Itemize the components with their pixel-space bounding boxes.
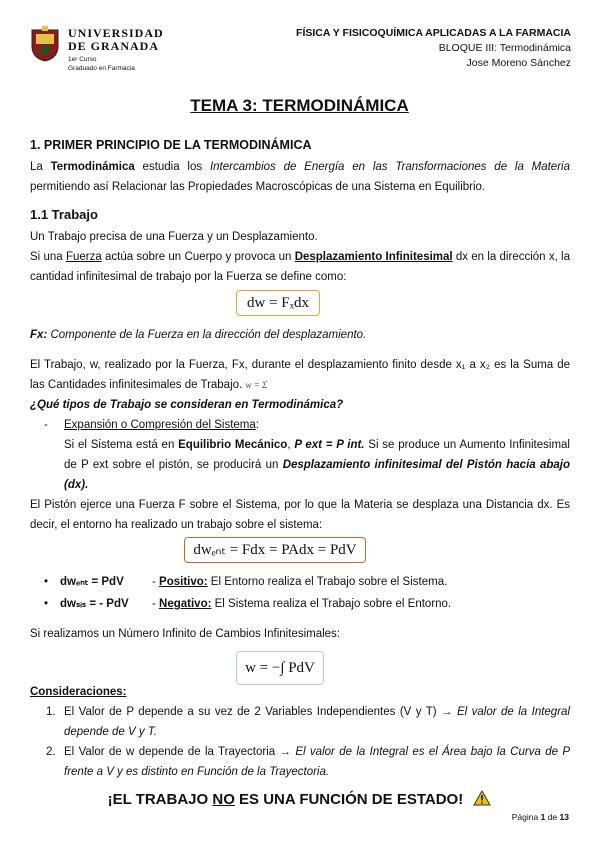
consideration-2-italic: El valor de la Integral es el Área bajo la Curva de P frente a V y es distinto en Función de la Trayectoria. xyxy=(64,746,571,778)
page-footer xyxy=(512,812,569,822)
bullet-negative-text: El Sistema realiza el Trabajo sobre el Entorno. xyxy=(211,598,452,610)
author-label: Jose Moreno Sánchez xyxy=(466,57,571,69)
p2-a: Si una xyxy=(30,251,66,263)
intro-text-c: estudia los xyxy=(134,161,210,173)
p4-c: , xyxy=(287,439,295,451)
p2-e: dx en la dirección x, la cantidad infinitesimal de trabajo por la Fuerza se define como: xyxy=(30,251,570,283)
bullet-positive-sign: - xyxy=(152,576,160,588)
p4-pext: P ext = P int. xyxy=(294,439,365,451)
fx-text: Componente de la Fuerza en la dirección del desplazamiento. xyxy=(47,329,367,341)
consideration-body xyxy=(64,742,570,782)
consideration-body xyxy=(64,702,570,742)
final-text-a: ¡EL TRABAJO xyxy=(107,791,213,808)
section-heading: 1. PRIMER PRINCIPIO DE LA TERMODINÁMICA xyxy=(30,138,312,152)
bullet-dot: • xyxy=(44,598,49,610)
bullet-item-positive xyxy=(44,572,447,592)
intro-italic: Intercambios de Energía en las Transformaciones de la Materia xyxy=(209,161,570,173)
consideration-number: 1. xyxy=(46,706,56,718)
consideration-number: 2. xyxy=(46,746,56,758)
question-line: ¿Qué tipos de Trabajo se consideran en Termodinámica? xyxy=(30,399,344,411)
consideration-2-text: El Valor de w depende de la Trayectoria → xyxy=(64,746,296,758)
dash-list-item xyxy=(44,415,259,435)
equation-work-integral: w = −∫ PdV xyxy=(236,651,324,685)
intro-term: Termodinámica xyxy=(50,161,135,173)
equation-work-environment: dwₑₙₜ = Fdx = PAdx = PdV xyxy=(184,537,366,563)
footer-page-number: 1 xyxy=(540,812,546,822)
bullet-negative-sign: - xyxy=(152,598,160,610)
fx-note xyxy=(30,325,570,345)
degree-label: Graduado en Farmacia xyxy=(68,65,135,72)
course-label: 1er Curso xyxy=(68,56,97,63)
dash-marker: - xyxy=(44,419,48,431)
bullet-positive-text: El Entorno realiza el Trabajo sobre el Sistema. xyxy=(207,576,448,588)
p4-e: Si se produce un Aumento Infinitesimal de P ext sobre el pistón, se producirá un xyxy=(64,439,570,471)
p4-desplazamiento: Desplazamiento infinitesimal del Pistón hacia abajo (dx). xyxy=(64,459,570,491)
intro-text-a: La xyxy=(30,161,51,173)
bullet-negative-tag: Negativo: xyxy=(159,598,212,610)
intro-paragraph xyxy=(30,157,570,197)
fx-label: Fx: xyxy=(30,329,48,341)
consideration-1-italic: El valor de la Integral depende de V y T. xyxy=(64,706,570,738)
university-line2: DE GRANADA xyxy=(68,39,159,53)
intro-text-e: permitiendo así Relacionar las Propiedades Macroscópicas de una Sistema en Equilibrio. xyxy=(30,181,486,193)
p2-fuerza: Fuerza xyxy=(65,251,102,263)
p2-desplazamiento: Desplazamiento Infinitesimal xyxy=(294,251,453,263)
paragraph-6: Si realizamos un Número Infinito de Cambios Infinitesimales: xyxy=(30,628,340,640)
block-label: BLOQUE III: Termodinámica xyxy=(438,42,571,54)
bullet-dot: • xyxy=(44,576,49,588)
dash-colon: : xyxy=(255,419,259,431)
paragraph-3 xyxy=(30,355,570,395)
paragraph-1: Un Trabajo precisa de una Fuerza y un Desplazamiento. xyxy=(30,231,318,243)
consideration-item-2 xyxy=(46,742,570,782)
consideration-1-text: El Valor de P depende a su vez de 2 Variables Independientes (V y T) → xyxy=(64,706,457,718)
subsection-heading: 1.1 Trabajo xyxy=(30,207,98,222)
p3-text: El Trabajo, w, realizado por la Fuerza, Fx, durante el desplazamiento finito desde x₁ a x₂ es la Suma de las Cantidades infinitesimales de Trabajo. xyxy=(30,359,570,391)
paragraph-4 xyxy=(64,435,570,495)
final-no: NO xyxy=(212,791,235,808)
considerations-title: Consideraciones: xyxy=(30,686,127,698)
equation-work-force: dw = Fₓdx xyxy=(236,290,320,316)
course-info xyxy=(68,55,135,73)
p4-a: Si el Sistema está en xyxy=(64,439,179,451)
warning-icon xyxy=(473,790,491,806)
paragraph-5: El Pistón ejerce una Fuerza F sobre el Sistema, por lo que la Materia se desplaza una Distancia dx. Es decir, el entorno ha realizado un trabajo sobre el sistema: xyxy=(30,499,570,531)
header-right xyxy=(296,26,571,71)
footer-total-pages: 13 xyxy=(559,812,569,822)
final-text-c: ES UNA FUNCIÓN DE ESTADO! xyxy=(234,791,464,808)
subject-label: FÍSICA Y FISICOQUÍMICA APLICADAS A LA FARMACIA xyxy=(296,27,571,39)
university-line1: UNIVERSIDAD xyxy=(68,26,164,40)
bullet-item-negative xyxy=(44,594,451,614)
final-statement xyxy=(0,790,599,808)
university-crest-icon xyxy=(28,26,62,62)
sum-equation: w = Σ xyxy=(245,380,268,390)
footer-of-label: de xyxy=(545,812,560,822)
page-title: TEMA 3: TERMODINÁMICA xyxy=(190,96,409,115)
university-name xyxy=(68,27,164,53)
consideration-item-1 xyxy=(46,702,570,742)
paragraph-2 xyxy=(30,247,570,287)
bullet-positive-lhs: dwₑₙₜ = PdV xyxy=(60,576,124,588)
university-logo xyxy=(28,26,268,86)
bullet-negative-lhs: dwₛᵢₛ = - PdV xyxy=(60,598,129,610)
bullet-positive-tag: Positivo: xyxy=(159,576,208,588)
dash-item-label: Expansión o Compresión del Sistema xyxy=(64,419,256,431)
p4-equilibrio: Equilibrio Mecánico xyxy=(178,439,288,451)
footer-page-label: Página xyxy=(511,812,541,822)
p2-c: actúa sobre un Cuerpo y provoca un xyxy=(101,251,295,263)
